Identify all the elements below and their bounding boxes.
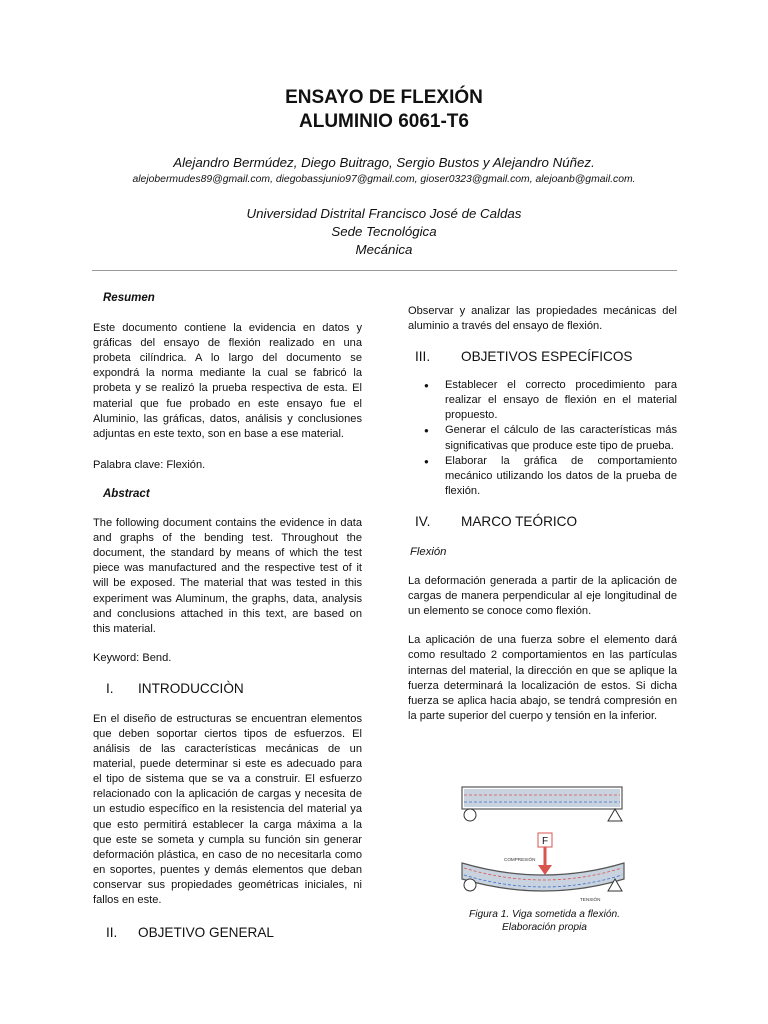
keyword: Keyword: Bend. <box>93 651 172 664</box>
flexion-heading: Flexión <box>410 545 447 558</box>
section-marco-teorico-heading <box>408 513 677 531</box>
palabra-clave: Palabra clave: Flexión. <box>93 458 206 471</box>
affiliation-department: Mecánica <box>355 242 413 257</box>
compression-label: COMPRESIÓN <box>504 857 536 862</box>
list-item: ● Generar el cálculo de las características más significativas que produce este tipo de prueba. <box>408 423 677 453</box>
tension-label: TENSIÓN <box>580 897 601 902</box>
introduccion-text: En el diseño de estructuras se encuentran elementos que deben soportar ciertos tipos de esfuerzos. El análisis de las características mecánicas de un material, puede determinar si este es adecuado para el tipo de sistema que se va a construir. El esfuerzo relacionado con la aplicación de cargas y necesita de un estudio específico en la resistencia del material ya que esto permitirá establecer la carga máxima a la que este se someta y cumpla su función sin generar deformación plástica, en caso de no necesitarla como en soportes, puentes y demás elementos que deban conservar sus propiedades geométricas iniciales, ni fallos en este. <box>93 712 362 906</box>
section-number: I. <box>106 680 114 696</box>
beam-bending-figure <box>452 775 637 905</box>
title-line-1: ENSAYO DE FLEXIÓN <box>285 87 483 108</box>
section-objetivo-general-heading <box>93 924 362 942</box>
caption-line-2: Elaboración propia <box>502 922 587 933</box>
section-introduccion-heading <box>93 680 362 698</box>
author-emails: alejobermudes89@gmail.com, diegobassjunio97@gmail.com, gioser0323@gmail.com, alejoanb@gmail.com. <box>132 174 636 185</box>
title-line-2: ALUMINIO 6061-T6 <box>299 111 469 132</box>
paper-title <box>0 86 768 134</box>
caption-line-1: Figura 1. Viga sometida a flexión. <box>468 909 620 920</box>
section-title: OBJETIVO GENERAL <box>138 925 274 941</box>
affiliation-university: Universidad Distrital Francisco José de Caldas <box>246 206 522 221</box>
authors: Alejandro Bermúdez, Diego Buitrago, Sergio Bustos y Alejandro Núñez. <box>173 155 595 170</box>
header-divider <box>92 270 677 271</box>
resumen-heading: Resumen <box>103 292 155 304</box>
section-title: MARCO TEÓRICO <box>461 513 578 529</box>
affiliation-campus: Sede Tecnológica <box>331 224 437 239</box>
force-arrow-head-icon <box>538 865 552 875</box>
list-item: ● Establecer el correcto procedimiento para realizar el ensayo de flexión en el material propuesto. <box>408 378 677 423</box>
flexion-paragraph-2: La aplicación de una fuerza sobre el elemento dará como resultado 2 comportamientos en las partículas internas del material, la dirección en que se aplique la fuerza determinará la localización de estos. Si dicha fuerza se aplica hacia abajo, se tendrá compresión en la parte superior del cuerpo y tensión en la inferior. <box>408 634 677 722</box>
pin-support-icon <box>608 809 622 821</box>
right-column <box>408 304 677 724</box>
affiliation <box>0 205 768 259</box>
section-number: II. <box>106 925 118 941</box>
abstract-heading: Abstract <box>103 487 150 500</box>
roller-support-icon <box>464 879 476 891</box>
list-item: ● Elaborar la gráfica de comportamiento mecánico utilizando los datos de la prueba de flexión. <box>408 454 677 499</box>
objetivo-general-text: Observar y analizar las propiedades mecánicas del aluminio a través del ensayo de flexión. <box>408 305 677 333</box>
objetivos-list <box>408 378 677 499</box>
section-title: INTRODUCCIÒN <box>138 680 244 696</box>
section-number: III. <box>415 349 431 365</box>
resumen-text: Este documento contiene la evidencia en datos y gráficas del ensayo de flexión realizado en una probeta cilíndrica. A lo largo del documento se expondrá la norma mediante la cual se fabricó la probeta y se realizó la prueba respectiva de esta. El material que fue probado en este ensayo fue el Aluminio, las gráficas, datos, análisis y conclusiones adjuntas en este texto, son en base a ese material. <box>93 322 362 440</box>
figure-caption <box>452 908 637 934</box>
straight-beam-fill <box>464 789 620 807</box>
section-objetivos-especificos-heading <box>408 348 677 366</box>
roller-support-icon <box>464 809 476 821</box>
abstract-text: The following document contains the evidence in data and graphs of the bending test. Throughout the document, the standard by means of which the test piece was manufactured and the respective test of it will be exposed. The material that was tested in this experiment was Aluminum, the graphs, data, analysis and conclusions attached in this text, are based on this material. <box>93 517 362 635</box>
flexion-paragraph-1: La deformación generada a partir de la aplicación de cargas de manera perpendicular al eje longitudinal de un elemento se conoce como flexión. <box>408 575 677 618</box>
section-title: OBJETIVOS ESPECÍFICOS <box>461 349 633 365</box>
force-label: F <box>541 836 549 847</box>
section-number: IV. <box>415 513 431 529</box>
left-column <box>93 291 362 942</box>
